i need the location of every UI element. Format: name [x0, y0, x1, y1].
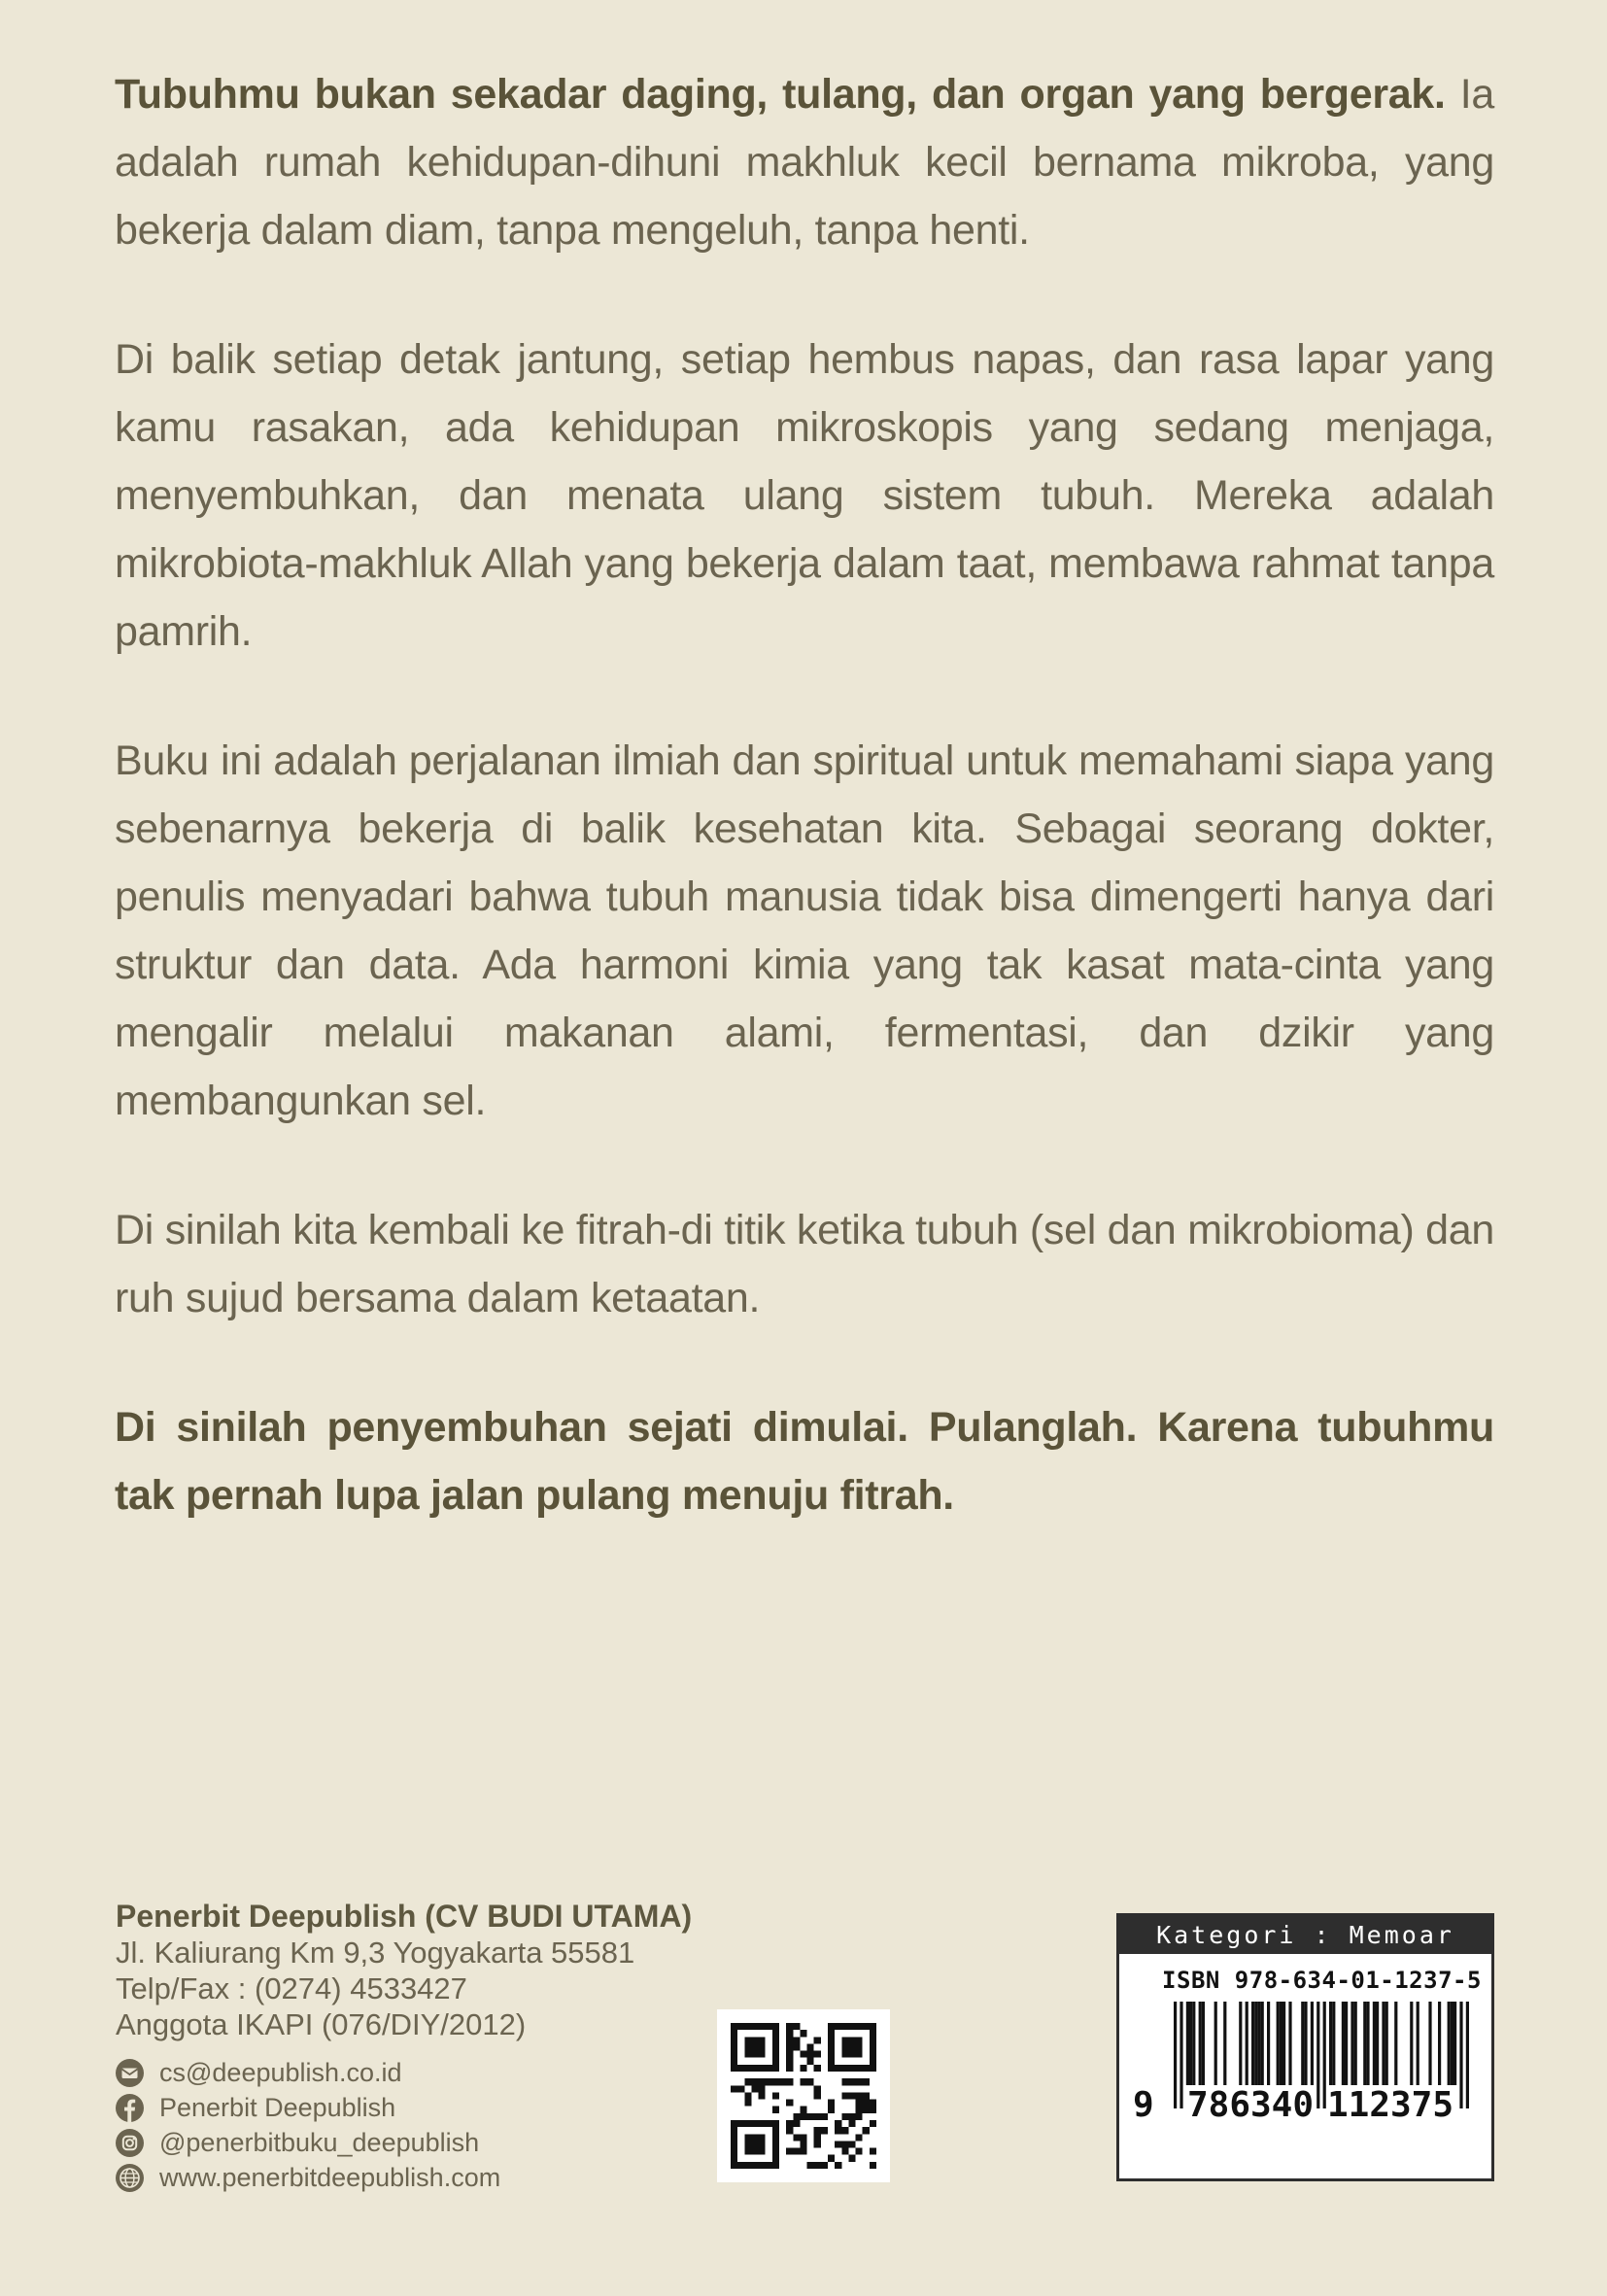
contact-facebook: [116, 2090, 692, 2125]
blurb-paragraph-4: Di sinilah kita kembali ke fitrah-di titik ketika tubuh (sel dan mikrobioma) dan ruh sujud bersama dalam ketaatan.: [115, 1207, 1494, 1321]
contact-website-text: www.penerbitdeepublish.com: [159, 2162, 501, 2192]
blurb-paragraph-1-rest: Ia adalah rumah kehidupan-dihuni makhluk kecil bernama mikroba, yang bekerja dalam diam, tanpa mengeluh, tanpa henti.: [115, 71, 1494, 254]
publisher-phone: Telp/Fax : (0274) 4533427: [116, 1971, 467, 2005]
isbn-category-box: [1116, 1913, 1494, 2181]
publisher-membership: Anggota IKAPI (076/DIY/2012): [116, 2007, 527, 2041]
blurb-paragraph-1: [115, 60, 1494, 264]
ean13-barcode: [1119, 2002, 1491, 2157]
publisher-block: [116, 1899, 692, 2195]
facebook-icon: [116, 2094, 144, 2122]
qr-code-pattern: [731, 2023, 876, 2169]
contact-instagram: [116, 2125, 692, 2160]
category-bar: Kategori : Memoar: [1119, 1916, 1491, 1954]
publisher-name: Penerbit Deepublish (CV BUDI UTAMA): [116, 1899, 693, 1934]
contact-instagram-text: @penerbitbuku_deepublish: [159, 2127, 480, 2157]
globe-icon: [116, 2164, 144, 2192]
back-cover-blurb: [115, 60, 1494, 1591]
qr-code: [717, 2009, 890, 2182]
barcode-digit-first: 9: [1133, 2085, 1154, 2125]
barcode-digits-right: 112375: [1326, 2085, 1454, 2125]
contact-website: [116, 2160, 692, 2195]
contact-email: [116, 2055, 692, 2090]
contact-facebook-text: Penerbit Deepublish: [159, 2092, 396, 2122]
blurb-paragraph-3: Buku ini adalah perjalanan ilmiah dan spiritual untuk memahami siapa yang sebenarnya bekerja di balik kesehatan kita. Sebagai seorang dokter, penulis menyadari bahwa tubuh manusia tidak bisa dimengerti hanya dari struktur dan data. Ada harmoni kimia yang tak kasat mata-cinta yang mengalir melalui makanan alami, fermentasi, dan dzikir yang membangunkan sel.: [115, 737, 1494, 1124]
publisher-address: Jl. Kaliurang Km 9,3 Yogyakarta 55581: [116, 1936, 635, 1970]
blurb-paragraph-2: Di balik setiap detak jantung, setiap hembus napas, dan rasa lapar yang kamu rasakan, ada kehidupan mikroskopis yang sedang menjaga, menyembuhkan, dan menata ulang sistem tubuh. Mereka adalah mikrobiota-makhluk Allah yang bekerja dalam taat, membawa rahmat tanpa pamrih.: [115, 336, 1494, 655]
blurb-lead-sentence: Tubuhmu bukan sekadar daging, tulang, dan organ yang bergerak.: [115, 71, 1446, 118]
isbn-number: ISBN 978-634-01-1237-5: [1162, 1967, 1482, 1994]
barcode-digits-left: 786340: [1186, 2085, 1315, 2125]
blurb-closing-paragraph: Di sinilah penyembuhan sejati dimulai. Pulanglah. Karena tubuhmu tak pernah lupa jalan pulang menuju fitrah.: [115, 1404, 1494, 1519]
instagram-icon: [116, 2129, 144, 2157]
publisher-contacts: [116, 2055, 692, 2195]
email-icon: [116, 2059, 144, 2087]
contact-email-text: cs@deepublish.co.id: [159, 2057, 402, 2087]
